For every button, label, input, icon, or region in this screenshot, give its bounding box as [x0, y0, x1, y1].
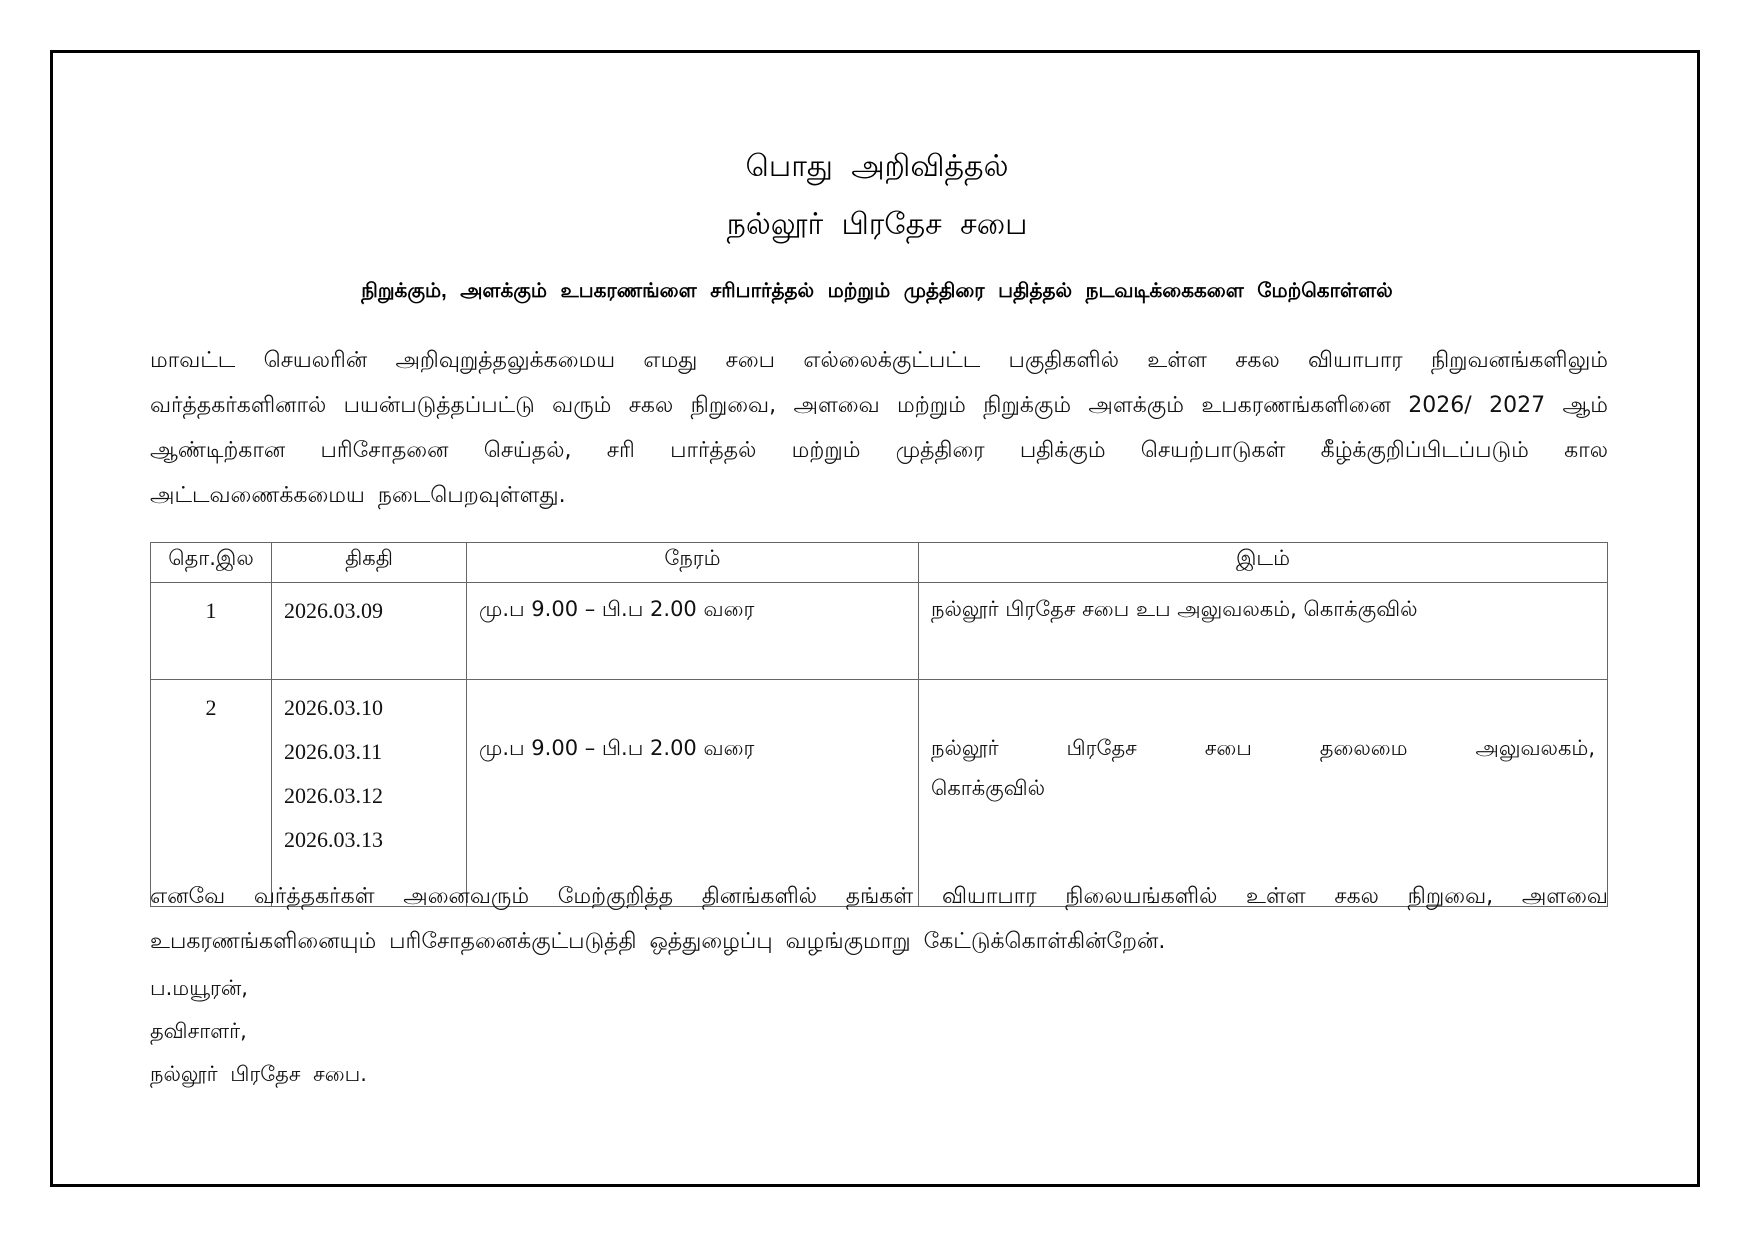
date-value: 2026.03.13: [284, 827, 383, 852]
header-time: நேரம்: [467, 543, 919, 583]
cell-date: [272, 583, 467, 680]
venue-value: நல்லூர் பிரதேச சபை தலைமை அலுவலகம், கொக்குவில்: [931, 736, 1595, 800]
cell-venue: [919, 680, 1608, 907]
serial-no-value: 2: [205, 695, 217, 720]
cell-date: [272, 680, 467, 907]
cell-time: [467, 680, 919, 907]
cell-time: மு.ப 9.00 – பி.ப 2.00 வரை: [467, 583, 919, 680]
signatory-designation: தவிசாளர்,: [150, 1019, 247, 1043]
schedule-table: [150, 542, 1608, 907]
date-value: 2026.03.09: [284, 598, 383, 623]
header-serial-no: தொ.இல: [151, 543, 272, 583]
table-row: [151, 680, 1608, 907]
cell-serial-no: [151, 583, 272, 680]
date-value: 2026.03.12: [284, 783, 383, 808]
notice-subject: நிறுக்கும், அளக்கும் உபகரணங்ளை சரிபார்த்தல் மற்றும் முத்திரை பதித்தல் நடவடிக்கைகளை மேற்கொள்ளல்: [361, 280, 1393, 302]
table-row: [151, 583, 1608, 680]
serial-no-value: 1: [205, 598, 217, 623]
table-header-row: [151, 543, 1608, 583]
date-value: 2026.03.11: [284, 739, 383, 764]
intro-paragraph: மாவட்ட செயலரின் அறிவுறுத்தலுக்கமைய எமது சபை எல்லைக்குட்பட்ட பகுதிகளில் உள்ள சகல வியாபார நிறுவனங்களிலும் வர்த்தகர்களினால் பயன்படுத்தப்பட்டு வரும் சகல நிறுவை, அளவை மற்றும் நிறுக்கும் அளக்கும் உபகரணங்களினை 2026/ 2027 ஆம் ஆண்டிற்கான பரிசோதனை செய்தல், சரி பார்த்தல் மற்றும் முத்திரை பதிக்கும் செயற்பாடுகள் கீழ்க்குறிப்பிடப்படும் கால அட்டவணைக்கமைய நடைபெறவுள்ளது.: [150, 348, 1608, 508]
signatory-office: நல்லூர் பிரதேச சபை.: [150, 1062, 367, 1086]
date-value: 2026.03.10: [284, 695, 383, 720]
header-date: திகதி: [272, 543, 467, 583]
header-venue: இடம்: [919, 543, 1608, 583]
signatory-name: ப.மயூரன்,: [150, 976, 248, 1000]
time-value: மு.ப 9.00 – பி.ப 2.00 வரை: [479, 736, 755, 760]
closing-paragraph: எனவே வர்த்தகர்கள் அனைவரும் மேற்குறித்த தினங்களில் தங்கள் வியாபார நிலையங்களில் உள்ள சகல நிறுவை, அளவை உபகரணங்களினையும் பரிசோதனைக்குட்படுத்தி ஒத்துழைப்பு வழங்குமாறு கேட்டுக்கொள்கின்றேன்.: [150, 884, 1608, 954]
cell-venue: நல்லூர் பிரதேச சபை உப அலுவலகம், கொக்குவில்: [919, 583, 1608, 680]
notice-title: பொது அறிவித்தல்: [745, 150, 1009, 183]
cell-serial-no: [151, 680, 272, 907]
council-name: நல்லூர் பிரதேச சபை: [726, 208, 1028, 241]
